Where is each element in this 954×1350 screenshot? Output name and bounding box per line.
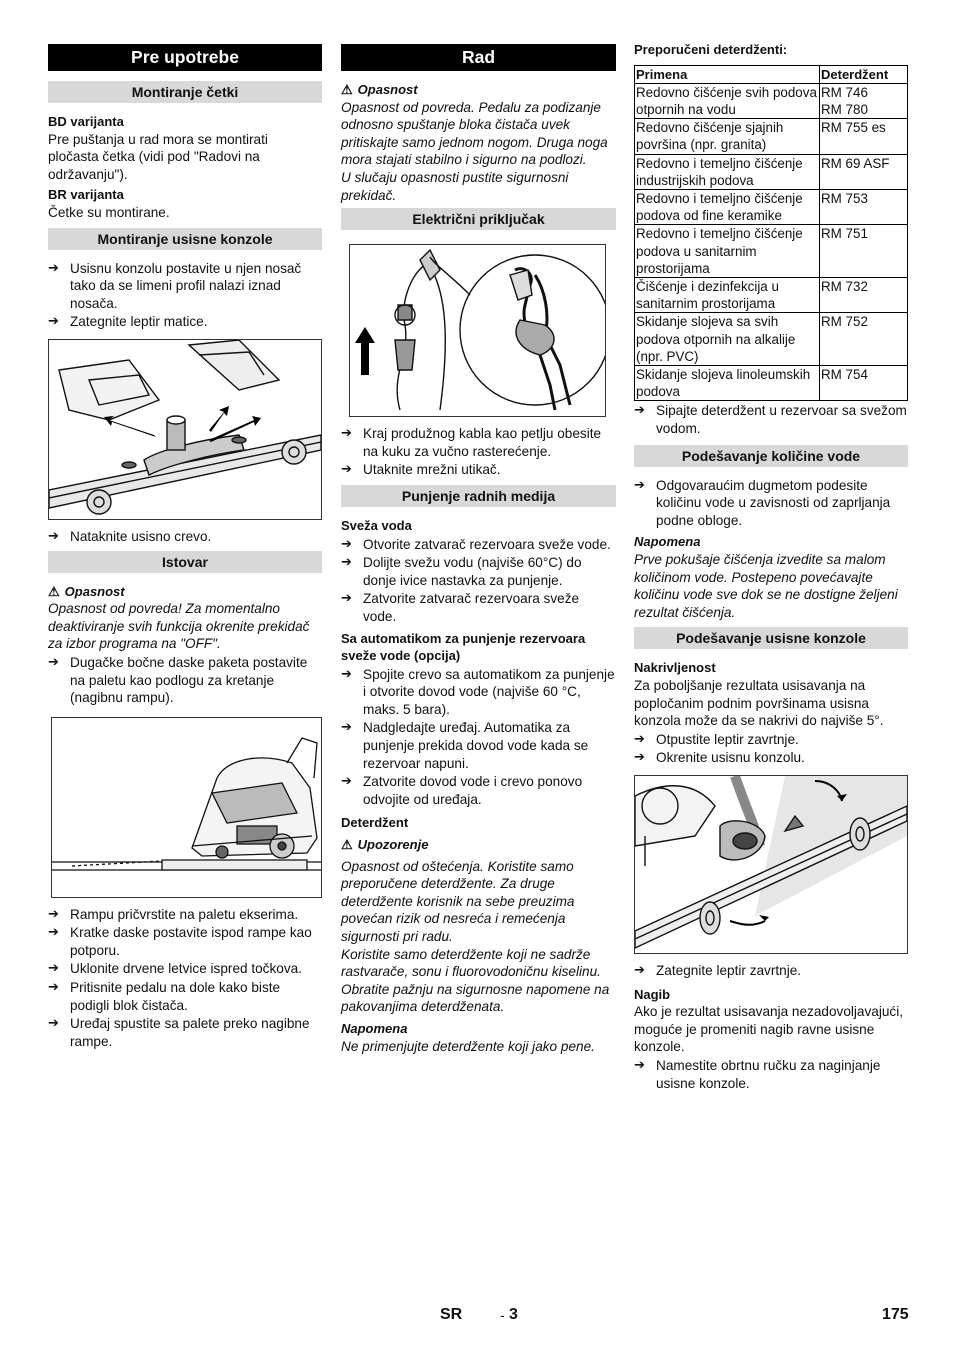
list-item: ➔ Zatvorite zatvarač rezervoara sveže vode. (341, 590, 616, 625)
danger-label (341, 81, 616, 99)
table-row (635, 278, 908, 313)
list-item: ➔ Spojite crevo sa automatikom za punjenje i otvorite dovod vode (najviše 60 °C, maks. 5 bara). (341, 666, 616, 719)
br-heading: BR varijanta (48, 187, 124, 203)
section-title-pre-upotrebe: Pre upotrebe (48, 44, 322, 71)
steps-after-squeegee (48, 528, 322, 546)
danger-text: Opasnost od povreda. Pedalu za podizanje odnosno spuštanje bloka čistača uvek pritiskajte samo jednom nogom. Druga noga mora stajati stabilno i sigurno na podlozi. (341, 99, 608, 168)
list-item: ➔ Uklonite drvene letvice ispred točkova. (48, 960, 322, 978)
table-cell-detergent: RM 752 (820, 313, 908, 366)
list-item: ➔ Zategnite leptir matice. (48, 313, 322, 331)
list-item: ➔ Otpustite leptir zavrtnje. (634, 731, 908, 749)
footer-separator: - (500, 1307, 505, 1323)
danger-text: Opasnost od povreda! Za momentalno deaktiviranje svih funkcija okrenite prekidač za izbor programa na "OFF". (48, 601, 310, 652)
column-right (634, 44, 908, 1093)
table-cell-application: Skidanje slojeva sa svih podova otpornih na alkalije (npr. PVC) (635, 313, 820, 366)
steps-unload-1 (48, 654, 322, 707)
list-item: ➔ Rampu pričvrstite na paletu ekserima. (48, 906, 322, 924)
machine-on-pallet-illustration (52, 718, 321, 897)
squeegee-illustration (49, 340, 321, 519)
slope-heading: Nagib (634, 986, 671, 1002)
figure-squeegee-mount (48, 339, 322, 520)
page-footer (0, 1306, 954, 1330)
table-row (635, 225, 908, 278)
cable-illustration (350, 245, 605, 416)
table-cell-application: Čišćenje i dezinfekcija u sanitarnim prostorijama (635, 278, 820, 313)
table-cell-application: Redovno i temeljno čišćenje industrijskih podova (635, 154, 820, 189)
table-cell-application: Redovno i temeljno čišćenje podova od fine keramike (635, 190, 820, 225)
table-header-row (635, 65, 908, 83)
list-item: ➔ Kraj produžnog kabla kao petlju obesite na kuku za vučno rasterećenje. (341, 425, 616, 460)
section-title-rad: Rad (341, 44, 616, 71)
recommended-detergents-heading: Preporučeni deterdženti: (634, 42, 788, 57)
figure-squeegee-tilt (634, 775, 908, 954)
table-row (635, 313, 908, 366)
subsection-title-istovar: Istovar (48, 551, 322, 573)
list-item: ➔ Usisnu konzolu postavite u njen nosač tako da se limeni profil nalazi iznad nosača. (48, 260, 322, 313)
danger-label-text: Opasnost (64, 583, 125, 599)
table-cell-detergent: RM 732 (820, 278, 908, 313)
steps-fresh-water (341, 536, 616, 626)
column-left (48, 44, 322, 1051)
detergent-table (634, 65, 908, 402)
subsection-title-usisna-konzola: Montiranje usisne konzole (48, 228, 322, 250)
list-item: ➔ Pritisnite pedalu na dole kako biste podigli blok čistača. (48, 979, 322, 1014)
detergent-heading: Deterdžent (341, 815, 409, 831)
subsection-title-montiranje-cetki: Montiranje četki (48, 81, 322, 103)
caution-label (341, 836, 616, 854)
auto-fill-heading: Sa automatikom za punjenje rezervoara sveže vode (opcija) (341, 630, 586, 664)
bd-text: Pre puštanja u rad mora se montirati pločasta četka (vidi pod "Radovi na održavanju"). (48, 131, 268, 182)
table-row (635, 190, 908, 225)
list-item: ➔ Nadgledajte uređaj. Automatika za punjenje prekida dovod vode kada se rezervoar napuni. (341, 719, 616, 772)
note-label: Napomena (341, 1020, 408, 1036)
danger-label-text: Opasnost (357, 82, 418, 97)
list-item: ➔ Odgovaraućim dugmetom podesite količinu vode u zavisnosti od zaprljanja podne obloge. (634, 477, 908, 530)
list-item: ➔ Zategnite leptir zavrtnje. (634, 962, 908, 980)
steps-slope (634, 1057, 908, 1092)
table-cell-application: Skidanje slojeva linoleumskih podova (635, 366, 820, 401)
steps-pour-detergent (634, 402, 908, 437)
list-item: ➔ Utaknite mrežni utikač. (341, 461, 616, 479)
bd-heading: BD varijanta (48, 114, 124, 129)
note-label: Napomena (634, 534, 701, 550)
list-item: ➔ Nataknite usisno crevo. (48, 528, 322, 546)
table-cell-detergent: RM 755 es (820, 119, 908, 154)
table-cell-detergent: RM 754 (820, 366, 908, 401)
tilt-text: Za poboljšanje rezultata usisavanja na popločanim podnim površinama usisna konzola može da se nakrivi do najviše 5°. (634, 677, 884, 729)
subsection-title-kolicina-vode: Podešavanje količine vode (634, 445, 908, 467)
table-body (635, 83, 908, 401)
warning-triangle-icon: ⚠ (48, 583, 60, 599)
list-item: ➔ Kratke daske postavite ispod rampe kao potporu. (48, 924, 322, 959)
steps-unload-2 (48, 906, 322, 1051)
subsection-title-punjenje: Punjenje radnih medija (341, 485, 616, 507)
column-middle (341, 44, 616, 1055)
figure-cable-strain-relief (349, 244, 606, 417)
squeegee-tilt-illustration (635, 776, 907, 953)
subsection-title-usisna-konzola-podesavanje: Podešavanje usisne konzole (634, 627, 908, 649)
list-item: ➔ Otvorite zatvarač rezervoara sveže vode. (341, 536, 616, 554)
col-header-deterdzent: Deterdžent (820, 65, 908, 83)
note-text: Prve pokušaje čišćenja izvedite sa malom količinom vode. Postepeno povećavajte količinu vode sve dok se ne dostigne željeni rezultat čišćenja. (634, 552, 898, 620)
danger-label (48, 583, 322, 601)
table-row (635, 119, 908, 154)
table-cell-application: Redovno čišćenje sjajnih površina (npr. granita) (635, 119, 820, 154)
footer-language: SR (440, 1306, 463, 1323)
br-text: Četke su montirane. (48, 204, 170, 220)
table-cell-detergent: RM 746 RM 780 (820, 83, 908, 118)
danger-text-2: U slučaju opasnosti pustite sigurnosni prekidač. (341, 169, 569, 203)
fresh-water-heading: Sveža voda (341, 517, 412, 533)
list-item: ➔ Okrenite usisnu konzolu. (634, 749, 908, 767)
table-cell-detergent: RM 753 (820, 190, 908, 225)
steps-tilt (634, 731, 908, 767)
table-row (635, 154, 908, 189)
list-item: ➔ Uređaj spustite sa palete preko nagibne rampe. (48, 1015, 322, 1050)
table-cell-detergent: RM 69 ASF (820, 154, 908, 189)
col-header-primena: Primena (635, 65, 820, 83)
list-item: ➔ Namestite obrtnu ručku za naginjanje usisne konzole. (634, 1057, 908, 1092)
table-cell-application: Redovno čišćenje svih podova otpornih na vodu (635, 83, 820, 118)
list-item: ➔ Sipajte deterdžent u rezervoar sa svežom vodom. (634, 402, 908, 437)
subsection-title-elektricni-prikljucak: Električni priključak (341, 208, 616, 230)
list-item: ➔ Dolijte svežu vodu (najviše 60°C) do donje ivice nastavka za punjenje. (341, 554, 616, 589)
warning-triangle-icon: ⚠ (341, 837, 353, 853)
footer-page-number: 175 (882, 1306, 909, 1323)
table-row (635, 83, 908, 118)
footer-local-page: 3 (509, 1306, 518, 1323)
steps-water-amount (634, 477, 908, 530)
note-text: Ne primenjujte deterdžente koji jako pene. (341, 1038, 595, 1054)
tilt-heading: Nakrivljenost (634, 660, 716, 676)
table-row (635, 366, 908, 401)
table-cell-detergent: RM 751 (820, 225, 908, 278)
steps-mount-squeegee (48, 260, 322, 331)
steps-electric (341, 425, 616, 479)
caution-text-2: Koristite samo deterdžente koji ne sadrže rastvarače, sonu i fluorovodoničnu kiselinu. Obratite pažnju na sigurnosne napomene na pakovanjima deterdženata. (341, 946, 610, 1015)
list-item: ➔ Zatvorite dovod vode i crevo ponovo odvojite od uređaja. (341, 773, 616, 808)
list-item: ➔ Dugačke bočne daske paketa postavite na paletu kao podlogu za kretanje (nagibnu rampu). (48, 654, 322, 707)
steps-after-tilt (634, 962, 908, 980)
caution-text: Opasnost od oštećenja. Koristite samo preporučene deterdžente. Za druge deterdžente korisnik na sebe preuzima povećan rizik od nesreća i remećenja sigurnosti pri radu. (341, 858, 575, 944)
table-cell-application: Redovno i temeljno čišćenje podova u sanitarnim prostorijama (635, 225, 820, 278)
caution-label-text: Upozorenje (357, 837, 429, 853)
slope-text: Ako je rezultat usisavanja nezadovoljavajući, moguće je promeniti nagib ravne usisne konzole. (634, 1004, 904, 1055)
steps-auto-fill (341, 666, 616, 809)
figure-unload-ramp (51, 717, 322, 898)
warning-triangle-icon: ⚠ (341, 82, 353, 97)
